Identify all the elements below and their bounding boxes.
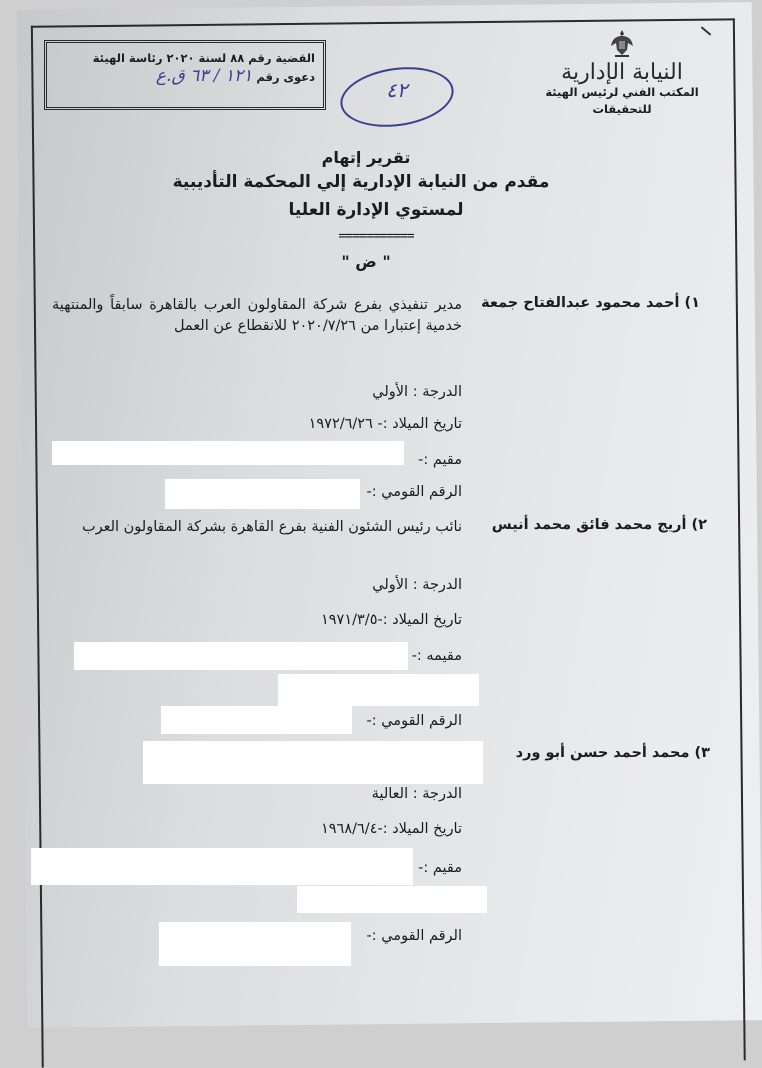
defendant-2-residence-label: مقيمه :- [411, 648, 462, 664]
defendant-1-national-id-label: الرقم القومي :- [366, 484, 462, 500]
case-number-box [44, 40, 326, 110]
report-title-block [0, 148, 762, 271]
defendant-2-birthdate: تاريخ الميلاد :-١٩٧١/٣/٥ [320, 612, 462, 628]
handwritten-page-number: ٤٢ [386, 78, 408, 102]
eagle-emblem-icon [609, 28, 635, 58]
defendant-2-name: ٢) أريج محمد فائق محمد أنيس [491, 517, 707, 533]
defendant-3-name: ٣) محمد أحمد حسن أبو ورد [515, 745, 710, 761]
defendant-1-grade: الدرجة : الأولي [372, 384, 462, 400]
defendant-1-residence-label: مقيم :- [418, 452, 462, 468]
report-subtitle: مقدم من النيابة الإدارية إلي المحكمة التأديبية [172, 172, 550, 192]
defendant-2-grade: الدرجة : الأولي [372, 577, 462, 593]
redaction-bar [143, 741, 483, 784]
redaction-bar [52, 441, 404, 465]
defendant-1-description: مدير تنفيذي بفرع شركة المقاولون العرب بالقاهرة سابقاً والمنتهية خدمية إعتبارا من ٢٠٢٠/٧/٢٦ للانقطاع عن العمل [52, 297, 462, 334]
defendant-3-grade: الدرجة : العالية [371, 786, 462, 802]
redaction-bar [161, 706, 352, 734]
org-logo-text: النيابة الإدارية [561, 60, 683, 85]
redaction-bar [159, 922, 351, 966]
defendant-3-birthdate: تاريخ الميلاد :-١٩٦٨/٦/٤ [320, 821, 462, 837]
redaction-bar [31, 848, 413, 885]
redaction-bar [74, 642, 408, 670]
defendant-1-name: ١) أحمد محمود عبدالفتاح جمعة [481, 295, 700, 311]
handwritten-lawsuit-number: ١٢١ / ٦٣ ق.ع [155, 66, 253, 86]
office-subname: للتحقيقات [592, 102, 652, 116]
defendant-1-birthdate: تاريخ الميلاد :- ١٩٧٢/٦/٢٦ [308, 416, 462, 432]
org-header [542, 28, 702, 118]
report-title: تقرير إتهام [321, 148, 411, 167]
defendant-2-description: نائب رئيس الشئون الفنية بفرع القاهرة بشركة المقاولون العرب [81, 519, 462, 535]
defendant-3-national-id-label: الرقم القومي :- [366, 928, 462, 944]
separator-line: =========== [338, 229, 414, 244]
redaction-bar [297, 886, 487, 913]
redaction-bar [278, 674, 479, 706]
redaction-bar [165, 479, 360, 509]
lawsuit-number-line [55, 67, 315, 86]
case-number-line: القضية رقم ٨٨ لسنة ٢٠٢٠ رئاسة الهيئة [92, 51, 315, 65]
lawsuit-number-label: دعوى رقم [256, 70, 315, 84]
against-heading: " ض " [341, 252, 391, 271]
office-name: المكتب الفني لرئيس الهيئة [545, 85, 699, 99]
report-court-level: لمستوي الإدارة العليا [288, 200, 464, 220]
defendant-3-residence-label: مقيم :- [418, 860, 462, 876]
defendant-2-national-id-label: الرقم القومي :- [366, 713, 462, 729]
